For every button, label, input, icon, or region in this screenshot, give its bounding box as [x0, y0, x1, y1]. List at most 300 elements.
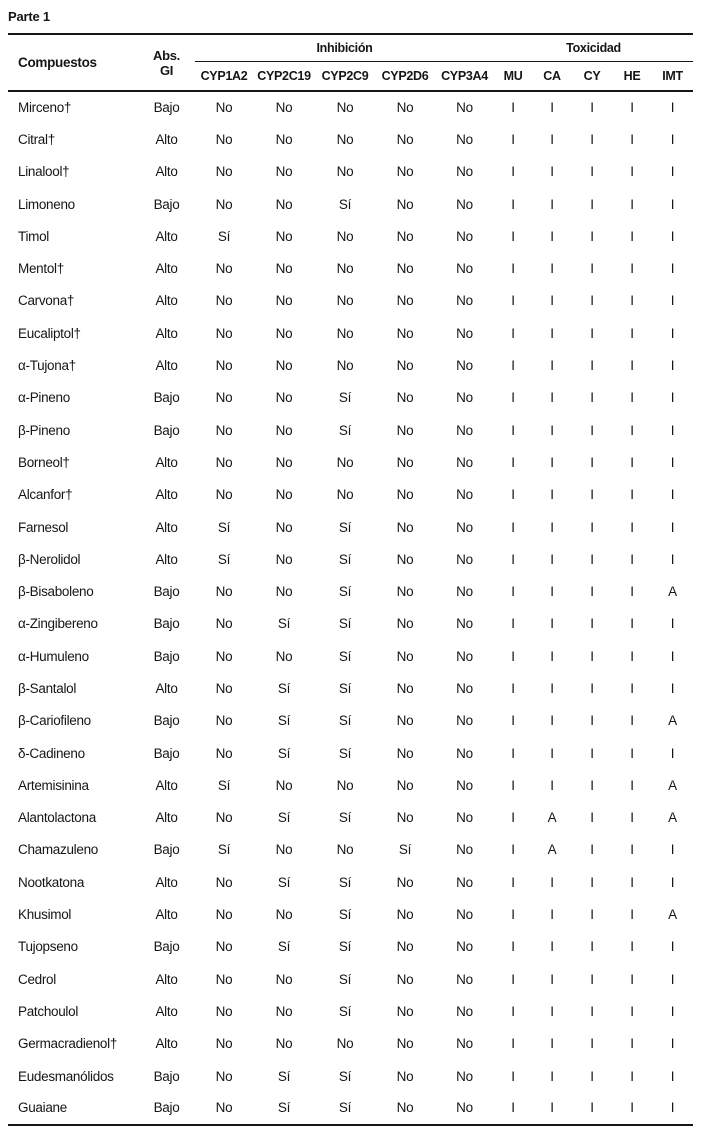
cell-imt: I: [670, 616, 675, 632]
cell-mu: I: [511, 713, 515, 729]
cell-cyp2c19: No: [275, 519, 293, 535]
cell-cyp2c19: Sí: [277, 1068, 291, 1084]
cell-cy: I: [590, 325, 594, 341]
compound-name-cell: α-Tujona†: [18, 358, 76, 374]
cell-cyp1a2: No: [215, 293, 233, 309]
cell-cyp2c19: No: [275, 907, 293, 923]
cell-he: I: [630, 164, 634, 180]
cell-cyp2d6: No: [396, 293, 414, 309]
cell-abs-gi: Alto: [155, 1036, 178, 1052]
cell-imt: I: [670, 100, 675, 116]
cell-cy: I: [590, 810, 594, 826]
cell-cyp2d6: No: [396, 810, 414, 826]
table-row: [8, 220, 693, 252]
compound-name-cell: Mentol†: [18, 261, 64, 277]
cell-cyp2c9: Sí: [338, 874, 352, 890]
table-row: [8, 1028, 693, 1060]
cell-abs-gi: Alto: [155, 164, 178, 180]
cell-mu: I: [511, 616, 515, 632]
cell-cyp1a2: No: [215, 454, 233, 470]
group-header-toxicidad: Toxicidad: [494, 34, 693, 61]
compound-name-cell: α-Pineno: [18, 390, 70, 406]
cell-cyp2c9: No: [336, 1036, 354, 1052]
cell-cyp3a4: No: [456, 164, 473, 180]
page-title: Parte 1: [8, 9, 50, 24]
cell-ca: I: [550, 907, 554, 923]
cell-cyp3a4: No: [456, 551, 473, 567]
cell-cyp1a2: No: [215, 164, 233, 180]
cell-cyp2c9: Sí: [338, 810, 352, 826]
cell-cyp2d6: No: [396, 680, 414, 696]
cell-cy: I: [590, 131, 594, 147]
table-row: [8, 511, 693, 543]
cell-mu: I: [511, 487, 515, 503]
cell-he: I: [630, 358, 634, 374]
cell-he: I: [630, 616, 634, 632]
cell-abs-gi: Alto: [155, 551, 178, 567]
cell-cyp1a2: No: [215, 745, 233, 761]
cell-abs-gi: Alto: [155, 1003, 178, 1019]
cell-cyp3a4: No: [456, 422, 473, 438]
cell-cy: I: [590, 648, 594, 664]
cell-abs-gi: Bajo: [153, 842, 180, 858]
table-row: [8, 705, 693, 737]
table-row: [8, 931, 693, 963]
cell-cyp1a2: No: [215, 1036, 233, 1052]
cell-he: I: [630, 422, 634, 438]
cell-he: I: [630, 1036, 634, 1052]
cell-ca: I: [550, 584, 554, 600]
cell-cyp2c9: No: [336, 131, 354, 147]
cell-cyp2c19: No: [275, 390, 293, 406]
cell-cyp2c9: No: [336, 842, 354, 858]
cell-ca: A: [547, 810, 557, 826]
cell-cy: I: [590, 422, 594, 438]
cell-he: I: [630, 487, 634, 503]
cell-abs-gi: Alto: [155, 874, 178, 890]
cell-he: I: [630, 196, 634, 212]
cell-cyp2c9: Sí: [338, 422, 352, 438]
cell-ca: I: [550, 745, 554, 761]
cell-cyp1a2: No: [215, 907, 233, 923]
cell-cyp3a4: No: [456, 358, 473, 374]
cell-imt: I: [670, 1036, 675, 1052]
cell-abs-gi: Alto: [155, 228, 178, 244]
cell-imt: I: [670, 680, 675, 696]
cell-cyp1a2: No: [215, 422, 233, 438]
cell-cyp2c19: No: [275, 842, 293, 858]
compound-name-cell: Linalool†: [18, 164, 70, 180]
column-header-mu: MU: [503, 68, 523, 83]
cell-cyp1a2: No: [215, 1068, 233, 1084]
cell-cyp2c9: Sí: [338, 1068, 352, 1084]
compound-name-cell: Patchoulol: [18, 1003, 79, 1019]
cell-ca: I: [550, 616, 554, 632]
cell-mu: I: [511, 422, 515, 438]
cell-cyp3a4: No: [456, 1003, 473, 1019]
cell-cy: I: [590, 584, 594, 600]
cell-abs-gi: Alto: [155, 519, 178, 535]
cell-ca: I: [550, 100, 554, 116]
cell-cyp2c19: No: [275, 584, 293, 600]
cell-he: I: [630, 228, 634, 244]
compound-name-cell: Tujopseno: [18, 939, 78, 955]
cell-mu: I: [511, 131, 515, 147]
cell-cy: I: [590, 100, 594, 116]
cell-abs-gi: Bajo: [153, 1068, 180, 1084]
cell-cyp2c19: No: [275, 131, 293, 147]
cell-cy: I: [590, 939, 594, 955]
cell-mu: I: [511, 228, 515, 244]
cell-cyp1a2: No: [215, 584, 233, 600]
table-row: [8, 608, 693, 640]
compound-name-cell: β-Pineno: [18, 422, 70, 438]
cell-cy: I: [590, 551, 594, 567]
cell-cyp2c19: No: [275, 422, 293, 438]
compound-name-cell: Eucaliptol†: [18, 325, 81, 341]
cell-cyp2d6: No: [396, 358, 414, 374]
cell-he: I: [630, 100, 634, 116]
cell-cyp2c9: Sí: [338, 1100, 352, 1116]
cell-ca: I: [550, 131, 554, 147]
cell-he: I: [630, 1003, 634, 1019]
cell-cyp1a2: No: [215, 487, 233, 503]
table-row: [8, 834, 693, 866]
cell-imt: I: [670, 131, 675, 147]
cell-ca: I: [550, 680, 554, 696]
compound-name-cell: Borneol†: [18, 454, 70, 470]
table-row: [8, 414, 693, 446]
cell-imt: A: [668, 584, 677, 600]
cell-he: I: [630, 842, 634, 858]
cell-imt: I: [670, 358, 675, 374]
cell-cyp2c19: No: [275, 100, 293, 116]
group-header-inhibicion: Inhibición: [195, 34, 494, 61]
cell-cyp3a4: No: [456, 680, 473, 696]
cell-cyp2c9: Sí: [338, 745, 352, 761]
cell-cy: I: [590, 713, 594, 729]
cell-cyp1a2: No: [215, 810, 233, 826]
cell-cy: I: [590, 680, 594, 696]
cell-cy: I: [590, 1036, 594, 1052]
table-row: [8, 898, 693, 930]
table-row: [8, 91, 693, 123]
cell-cy: I: [590, 971, 594, 987]
cell-cyp1a2: No: [215, 616, 233, 632]
cell-cyp3a4: No: [456, 228, 473, 244]
cell-abs-gi: Alto: [155, 971, 178, 987]
cell-he: I: [630, 519, 634, 535]
compound-name-cell: Eudesmanólidos: [18, 1068, 114, 1084]
table-row: [8, 123, 693, 155]
cell-cy: I: [590, 293, 594, 309]
compound-name-cell: Chamazuleno: [18, 842, 99, 858]
column-header-cyp2d6: CYP2D6: [381, 68, 429, 83]
table-row: [8, 640, 693, 672]
cell-cyp2c9: Sí: [338, 939, 352, 955]
cell-imt: A: [668, 907, 677, 923]
cell-ca: I: [550, 261, 554, 277]
cell-imt: I: [670, 261, 675, 277]
table-row: [8, 575, 693, 607]
cell-imt: I: [670, 1100, 675, 1116]
cell-cyp2d6: No: [396, 907, 414, 923]
cell-abs-gi: Bajo: [153, 616, 180, 632]
cell-cyp2d6: No: [396, 745, 414, 761]
cell-cy: I: [590, 842, 594, 858]
cell-cyp1a2: No: [215, 874, 233, 890]
cell-he: I: [630, 680, 634, 696]
cell-cyp2d6: No: [396, 616, 414, 632]
cell-cyp2d6: No: [396, 390, 414, 406]
cell-cyp2d6: No: [396, 164, 414, 180]
cell-cyp3a4: No: [456, 100, 473, 116]
cell-cyp2d6: No: [396, 648, 414, 664]
cell-cyp2c9: No: [336, 100, 354, 116]
cell-abs-gi: Bajo: [153, 939, 180, 955]
table-row: [8, 963, 693, 995]
cell-cyp3a4: No: [456, 810, 473, 826]
cell-mu: I: [511, 293, 515, 309]
cell-imt: I: [670, 648, 675, 664]
cell-he: I: [630, 971, 634, 987]
cell-cyp2c9: Sí: [338, 713, 352, 729]
table-row: [8, 479, 693, 511]
cell-ca: I: [550, 777, 554, 793]
table-row: [8, 543, 693, 575]
cell-cyp3a4: No: [456, 939, 473, 955]
cell-cyp2d6: No: [396, 100, 414, 116]
cell-he: I: [630, 293, 634, 309]
cell-cyp3a4: No: [456, 874, 473, 890]
table-row: [8, 995, 693, 1027]
cell-cyp3a4: No: [456, 842, 473, 858]
cell-cyp2c9: Sí: [338, 907, 352, 923]
table-header: [8, 34, 693, 91]
cell-cyp2c9: Sí: [338, 616, 352, 632]
cell-imt: I: [670, 196, 675, 212]
cell-cy: I: [590, 616, 594, 632]
cell-mu: I: [511, 584, 515, 600]
cell-ca: I: [550, 1068, 554, 1084]
compound-name-cell: Guaiane: [18, 1100, 67, 1116]
table-row: [8, 672, 693, 704]
cell-cyp1a2: No: [215, 390, 233, 406]
compound-name-cell: β-Santalol: [18, 680, 77, 696]
cell-cyp2c19: No: [275, 648, 293, 664]
compound-name-cell: Timol: [18, 228, 49, 244]
cell-cyp2d6: No: [396, 325, 414, 341]
cell-abs-gi: Bajo: [153, 584, 180, 600]
cell-he: I: [630, 745, 634, 761]
cell-ca: I: [550, 164, 554, 180]
cell-cyp1a2: No: [215, 358, 233, 374]
cell-mu: I: [511, 196, 515, 212]
cell-imt: I: [670, 971, 675, 987]
column-header-he: HE: [623, 68, 641, 83]
cell-mu: I: [511, 874, 515, 890]
compound-name-cell: Carvona†: [18, 293, 75, 309]
cell-mu: I: [511, 454, 515, 470]
cell-imt: I: [670, 293, 675, 309]
cell-cyp1a2: No: [215, 100, 233, 116]
column-header-cy: CY: [583, 68, 601, 83]
cell-cy: I: [590, 390, 594, 406]
table-row: [8, 866, 693, 898]
cell-ca: I: [550, 196, 554, 212]
cell-cyp1a2: No: [215, 680, 233, 696]
cell-ca: I: [550, 519, 554, 535]
cell-imt: I: [670, 874, 675, 890]
cell-imt: A: [668, 810, 677, 826]
cell-cyp2d6: No: [396, 131, 414, 147]
cell-cy: I: [590, 907, 594, 923]
cell-abs-gi: Alto: [155, 261, 178, 277]
cell-cyp2c19: No: [275, 1036, 293, 1052]
compound-name-cell: α-Zingibereno: [18, 616, 98, 632]
compound-name-cell: Khusimol: [18, 907, 72, 923]
compound-name-cell: β-Nerolidol: [18, 551, 81, 567]
cell-cyp1a2: Sí: [217, 519, 231, 535]
cell-he: I: [630, 551, 634, 567]
cell-cy: I: [590, 519, 594, 535]
cell-abs-gi: Alto: [155, 810, 178, 826]
table-row: [8, 769, 693, 801]
cell-ca: I: [550, 293, 554, 309]
cell-cyp2c9: No: [336, 325, 354, 341]
cell-he: I: [630, 810, 634, 826]
cell-cyp2c19: Sí: [277, 939, 291, 955]
header-group-row: [8, 34, 693, 61]
cell-cyp2c9: No: [336, 487, 354, 503]
cell-cyp2c9: Sí: [338, 1003, 352, 1019]
cell-imt: I: [670, 422, 675, 438]
cell-cyp2c9: No: [336, 261, 354, 277]
cell-mu: I: [511, 842, 515, 858]
table-row: [8, 446, 693, 478]
cell-cyp1a2: Sí: [217, 551, 231, 567]
column-header-ca: CA: [543, 68, 561, 83]
cell-cyp2c9: Sí: [338, 196, 352, 212]
cell-imt: A: [668, 713, 677, 729]
cell-imt: I: [670, 228, 675, 244]
cell-cyp3a4: No: [456, 713, 473, 729]
cell-he: I: [630, 454, 634, 470]
cell-cy: I: [590, 874, 594, 890]
compound-name-cell: Farnesol: [18, 519, 69, 535]
column-header-cyp2c9: CYP2C9: [321, 68, 369, 83]
cell-abs-gi: Bajo: [153, 390, 180, 406]
cell-mu: I: [511, 390, 515, 406]
cell-cyp2c19: No: [275, 777, 293, 793]
cell-mu: I: [511, 777, 515, 793]
table-row: [8, 285, 693, 317]
cell-cy: I: [590, 487, 594, 503]
cell-abs-gi: Bajo: [153, 648, 180, 664]
cell-cyp3a4: No: [456, 196, 473, 212]
cell-mu: I: [511, 680, 515, 696]
column-header-compuestos: Compuestos: [18, 55, 97, 70]
cell-mu: I: [511, 100, 515, 116]
cell-imt: I: [670, 390, 675, 406]
cell-he: I: [630, 261, 634, 277]
cell-he: I: [630, 939, 634, 955]
cell-ca: A: [547, 842, 557, 858]
cell-cyp2c9: Sí: [338, 971, 352, 987]
table-row: [8, 1060, 693, 1092]
cell-cyp3a4: No: [456, 1036, 473, 1052]
cell-cyp2c9: No: [336, 293, 354, 309]
table-row: [8, 1092, 693, 1124]
abs-label: Abs.: [153, 47, 180, 63]
cell-ca: I: [550, 551, 554, 567]
cell-cy: I: [590, 1003, 594, 1019]
cell-imt: I: [670, 1068, 675, 1084]
cell-cyp3a4: No: [456, 1100, 473, 1116]
cell-abs-gi: Alto: [155, 293, 178, 309]
cell-cyp2c19: Sí: [277, 1100, 291, 1116]
cell-cyp1a2: No: [215, 713, 233, 729]
cell-mu: I: [511, 810, 515, 826]
cell-cyp2c9: Sí: [338, 648, 352, 664]
cell-imt: I: [670, 939, 675, 955]
cell-cyp2c19: Sí: [277, 874, 291, 890]
compound-name-cell: β-Bisaboleno: [18, 584, 94, 600]
cell-cyp1a2: Sí: [217, 842, 231, 858]
cell-cyp3a4: No: [456, 325, 473, 341]
column-header-imt: IMT: [662, 68, 683, 83]
cell-abs-gi: Alto: [155, 131, 178, 147]
compound-name-cell: Cedrol: [18, 971, 56, 987]
cell-abs-gi: Alto: [155, 777, 178, 793]
cell-mu: I: [511, 261, 515, 277]
cell-cyp3a4: No: [456, 390, 473, 406]
cell-ca: I: [550, 358, 554, 374]
cell-abs-gi: Alto: [155, 358, 178, 374]
cell-abs-gi: Alto: [155, 454, 178, 470]
cell-mu: I: [511, 358, 515, 374]
cell-cyp3a4: No: [456, 907, 473, 923]
cell-mu: I: [511, 1068, 515, 1084]
cell-cyp2d6: No: [396, 228, 414, 244]
compound-name-cell: Limoneno: [18, 196, 75, 212]
cell-cyp2d6: No: [396, 874, 414, 890]
cell-he: I: [630, 907, 634, 923]
cell-imt: I: [670, 1003, 675, 1019]
cell-cyp2d6: No: [396, 1100, 414, 1116]
table-row: [8, 382, 693, 414]
compound-name-cell: Alcanfor†: [18, 487, 73, 503]
cell-cyp3a4: No: [456, 745, 473, 761]
cell-cyp2d6: No: [396, 196, 414, 212]
compound-name-cell: Artemisinina: [18, 777, 89, 793]
cell-cy: I: [590, 745, 594, 761]
compound-name-cell: α-Humuleno: [18, 648, 89, 664]
table-row: [8, 737, 693, 769]
cell-cyp2c9: Sí: [338, 551, 352, 567]
cell-cyp3a4: No: [456, 616, 473, 632]
table-body: [8, 91, 693, 1125]
cell-cyp2c19: No: [275, 293, 293, 309]
cell-he: I: [630, 325, 634, 341]
compound-name-cell: β-Cariofileno: [18, 713, 91, 729]
table-row: [8, 156, 693, 188]
cell-ca: I: [550, 454, 554, 470]
cell-cyp2d6: No: [396, 1003, 414, 1019]
cell-imt: I: [670, 325, 675, 341]
cell-cyp2d6: No: [396, 777, 414, 793]
cell-cyp2d6: No: [396, 713, 414, 729]
